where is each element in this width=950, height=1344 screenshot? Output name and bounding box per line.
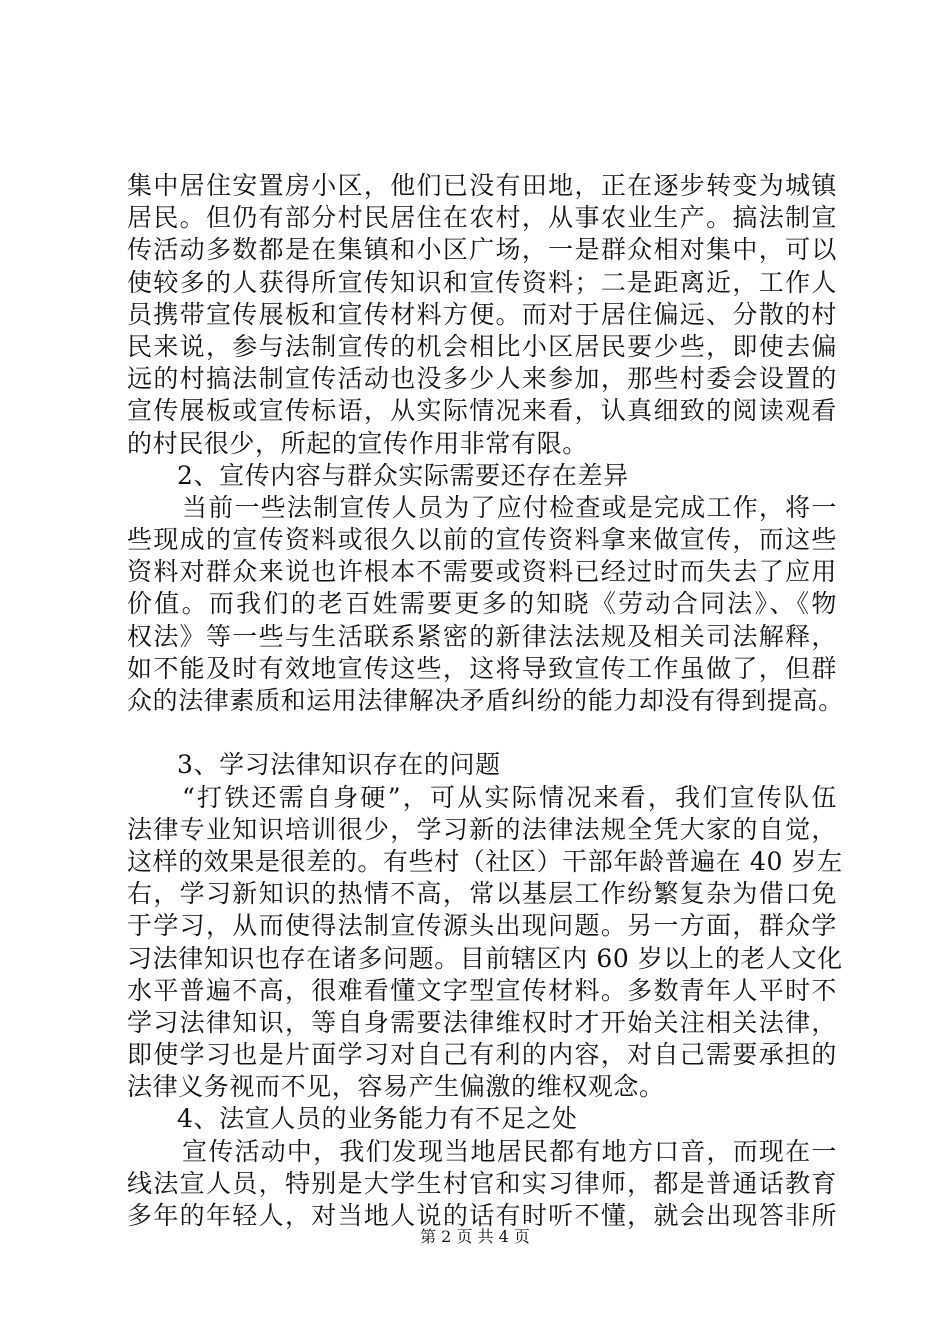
text-line: 习法律知识也存在诸多问题。目前辖区内 60 岁以上的老人文化 <box>127 943 843 973</box>
text-line: 多年的年轻人，对当地人说的话有时听不懂，就会出现答非所 <box>127 1201 837 1230</box>
text-line: 3、学习法律知识存在的问题 <box>177 750 501 780</box>
blank-line <box>127 717 837 749</box>
text-line: 权法》等一些与生活联系紧密的新律法法规及相关司法解释， <box>127 621 837 651</box>
page-footer: 第 2 页 共 4 页 <box>420 1227 530 1246</box>
paragraph <box>127 492 844 717</box>
text-line: 些现成的宣传资料或很久以前的宣传资料拿来做宣传，而这些 <box>127 525 837 555</box>
text-line: 学习法律知识，等自身需要法律维权时才开始关注相关法律， <box>127 1007 837 1037</box>
text-line: 宣传展板或宣传标语，从实际情况来看，认真细致的阅读观看 <box>127 396 837 426</box>
paragraph <box>127 1136 837 1233</box>
text-line: 员携带宣传展板和宣传材料方便。而对于居住偏远、分散的村 <box>127 299 837 329</box>
text-line: 于学习，从而使得法制宣传源头出现问题。另一方面，群众学 <box>127 911 837 941</box>
text-line: 众的法律素质和运用法律解决矛盾纠纷的能力却没有得到提高。 <box>127 686 844 715</box>
text-line: 这样的效果是很差的。有些村（社区）干部年龄普遍在 40 岁左 <box>127 846 843 876</box>
text-line: 价值。而我们的老百姓需要更多的知晓《劳动合同法》、《物 <box>127 589 837 619</box>
text-line: 居民。但仍有部分村民居住在农村，从事农业生产。搞法制宣 <box>127 203 837 233</box>
text-line: 右，学习新知识的热情不高，常以基层工作纷繁复杂为借口免 <box>127 879 837 909</box>
text-line: “打铁还需自身硬”，可从实际情况来看，我们宣传队伍 <box>182 782 837 812</box>
text-line: 如不能及时有效地宣传这些，这将导致宣传工作虽做了，但群 <box>127 653 837 683</box>
text-line: 线法宣人员，特别是大学生村官和实习律师，都是普通话教育 <box>127 1168 837 1198</box>
text-line: 集中居住安置房小区，他们已没有田地，正在逐步转变为城镇 <box>127 171 837 200</box>
section-heading <box>127 749 837 781</box>
text-line: 即使学习也是片面学习对自己有利的内容，对自己需要承担的 <box>127 1040 837 1070</box>
text-line: 传活动多数都是在集镇和小区广场，一是群众相对集中，可以 <box>127 235 837 265</box>
text-line: 远的村搞法制宣传活动也没多少人来参加，那些村委会设置的 <box>127 364 837 394</box>
text-line: 宣传活动中，我们发现当地居民都有地方口音，而现在一 <box>182 1136 837 1166</box>
text-line: 法律义务视而不见，容易产生偏激的维权观念。 <box>127 1072 665 1102</box>
text-line: 法律专业知识培训很少，学习新的法律法规全凭大家的自觉， <box>127 814 837 844</box>
paragraph <box>127 170 837 460</box>
text-line: 的村民很少，所起的宣传作用非常有限。 <box>127 428 588 458</box>
text-line: 民来说，参与法制宣传的机会相比小区居民要少些，即使去偏 <box>127 331 837 361</box>
text-line: 资料对群众来说也许根本不需要或资料已经过时而失去了应用 <box>127 557 837 587</box>
paragraph <box>127 782 843 1104</box>
text-line: 水平普遍不高，很难看懂文字型宣传材料。多数青年人平时不 <box>127 975 837 1005</box>
text-line: 2、宣传内容与群众实际需要还存在差异 <box>177 460 629 490</box>
text-line: 4、法宣人员的业务能力有不足之处 <box>177 1104 578 1134</box>
section-heading <box>127 460 837 492</box>
text-line: 当前一些法制宣传人员为了应付检查或是完成工作，将一 <box>182 492 837 522</box>
section-heading <box>127 1103 837 1135</box>
document-body <box>127 170 844 1232</box>
text-line: 使较多的人获得所宣传知识和宣传资料；二是距离近，工作人 <box>127 267 837 297</box>
